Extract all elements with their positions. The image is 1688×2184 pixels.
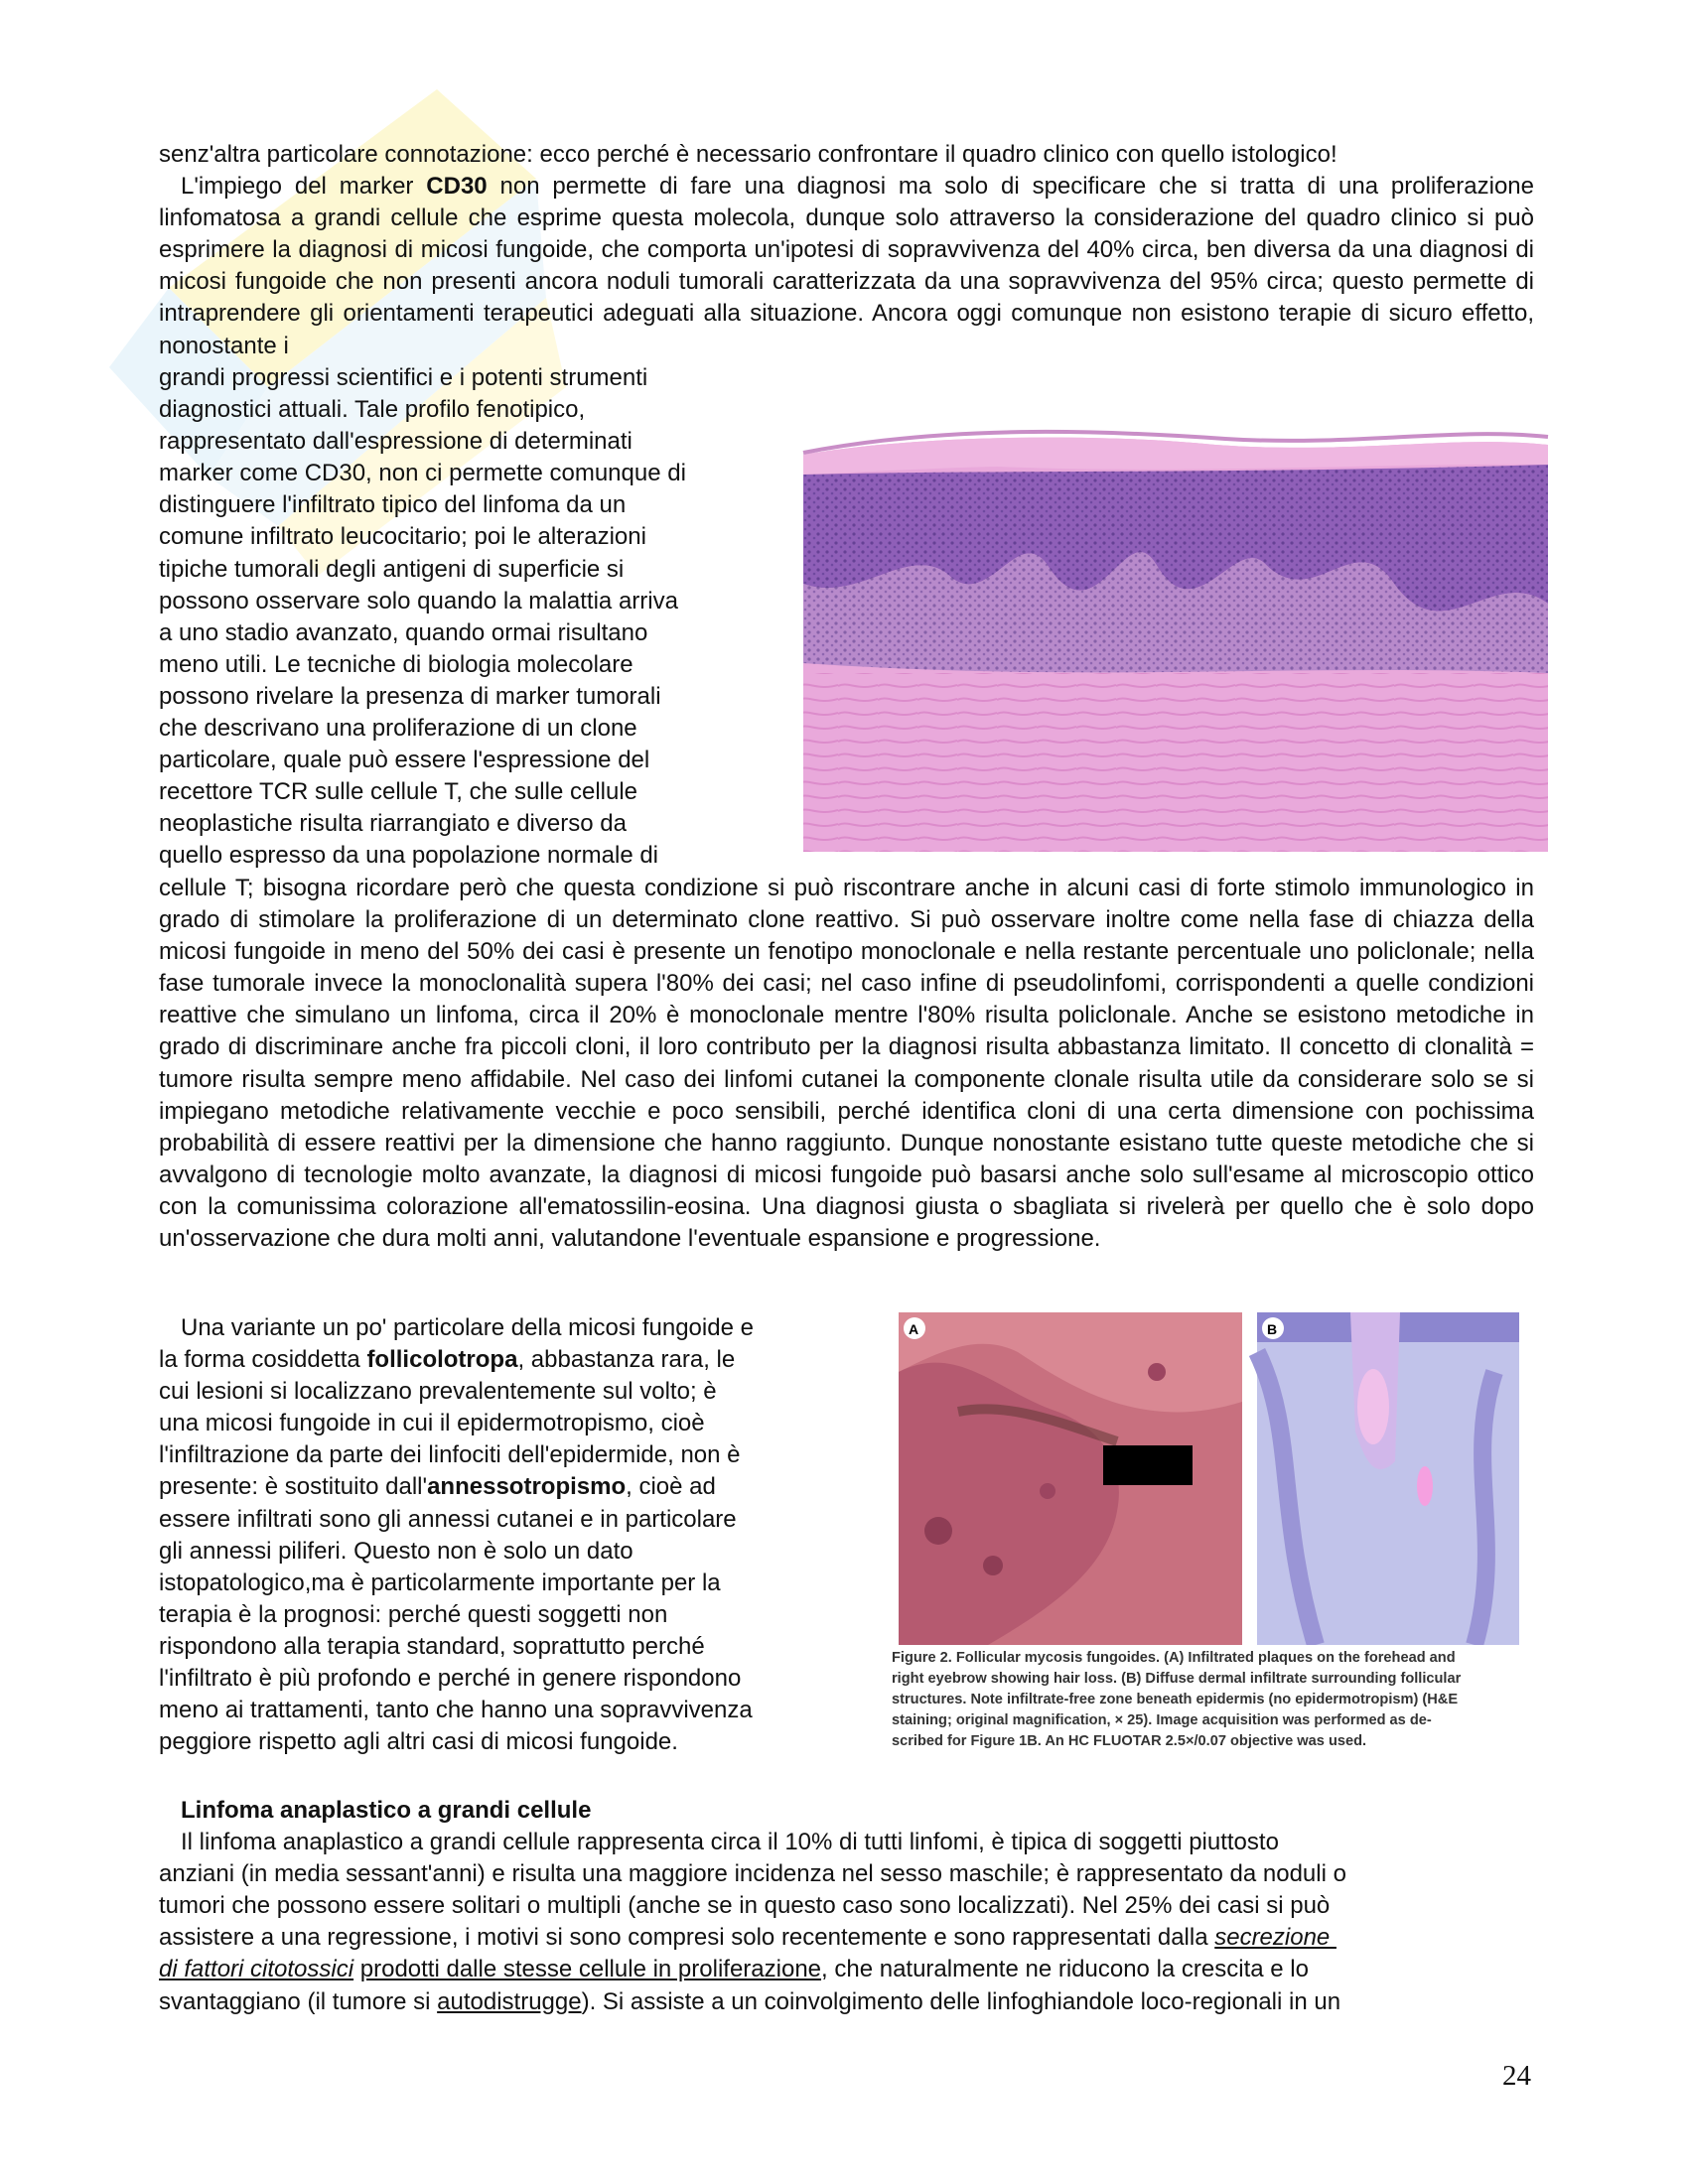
column-line: rappresentato dall'espressione di determinati — [159, 428, 633, 456]
text-run: la forma cosiddetta — [159, 1346, 367, 1374]
text-run: terapia è la prognosi: perché questi soggetti non — [159, 1600, 668, 1628]
text-run: gli annessi piliferi. Questo non è solo un dato — [159, 1537, 633, 1565]
text-line — [159, 1471, 874, 1503]
figure-label-b: B — [1267, 1321, 1278, 1337]
text-line — [159, 1695, 874, 1726]
column-line: meno utili. Le tecniche di biologia molecolare — [159, 650, 633, 678]
text-run: meno ai trattamenti, tanto che hanno una sopravvivenza — [159, 1697, 753, 1724]
underlined-phrase: prodotti dalle stesse cellule in proliferazione — [359, 1956, 822, 1983]
text-line — [159, 1536, 874, 1568]
text-run: , cioè ad — [626, 1473, 716, 1501]
body-text-top — [159, 139, 1534, 362]
figure-label-a: A — [909, 1321, 919, 1337]
text-line — [159, 1599, 874, 1631]
column-line: possono osservare solo quando la malattia arriva — [159, 587, 678, 614]
text-line — [159, 1858, 1534, 1890]
text-run: istopatologico,ma è particolarmente importante per la — [159, 1569, 721, 1596]
text-run: presente: è sostituito dall' — [159, 1473, 428, 1501]
text-line — [159, 1504, 874, 1536]
text-line — [159, 1827, 1534, 1858]
caption-line: staining; original magnification, × 25). Image acquisition was performed as de- — [892, 1712, 1432, 1728]
text-line — [159, 1344, 874, 1376]
text-run: cui lesioni si localizzano prevalentemente sul volto; è — [159, 1378, 717, 1406]
column-line: diagnostici attuali. Tale profilo fenotipico, — [159, 396, 586, 424]
column-line: che descrivano una proliferazione di un clone — [159, 715, 637, 743]
caption-line: scribed for Figure 1B. An HC FLUOTAR 2.5×/0.07 objective was used. — [892, 1733, 1367, 1749]
text-line — [159, 1312, 874, 1344]
underlined-phrase: di fattori citotossici — [159, 1956, 354, 1983]
clinical-histology-figure-2 — [899, 1312, 1519, 1645]
column-line: tipiche tumorali degli antigeni di superficie si — [159, 555, 625, 583]
column-line: recettore TCR sulle cellule T, che sulle cellule — [159, 778, 638, 806]
paragraph-clonality: cellule T; bisogna ricordare però che questa condizione si può riscontrare anche in alcuni casi di forte stimolo immunologico in grado di stimolare la proliferazione di un determinato clone reattivo. Si può osservare inoltre come nella fase di chiazza della micosi fungoide in meno del 50% dei casi è presente un fenotipo monoclonale e nella restante percentuale uno policlonale; nella fase tumorale invece la monoclonalità supera l'80% dei casi; nel caso infine di pseudolinfomi, corrispondenti a quelle condizioni reattive che simulano un linfoma, circa il 20% è monoclonale mentre l'80% risulta policlonale. Anche se esistono metodiche in grado di discriminare anche fra piccoli cloni, il loro contributo per la diagnosi risulta abbastanza limitato. Il concetto di clonalità = tumore risulta sempre meno affidabile. Nel caso dei linfomi cutanei la componente clonale risulta utile da considerare solo se si impiegano metodiche relativamente vecchie e poco sensibili, perché identifica cloni di una certa dimensione con pochissima probabilità di essere reattivi per la dimensione che hanno raggiunto. Dunque nonostante esistano tutte queste metodiche che si avvalgono di tecnologie molto avanzate, la diagnosi di micosi fungoide può basarsi anche solo sull'esame al microscopio ottico con la comunissima colorazione all'ematossilin-eosina. Una diagnosi giusta o sbagliata si rivelerà per quello che è solo dopo un'osservazione che dura molti anni, valutandone l'eventuale espansione e progressione. — [159, 875, 1534, 1253]
section-title: Linfoma anaplastico a grandi cellule — [181, 1797, 592, 1824]
underlined-phrase: secrezione — [1214, 1924, 1336, 1952]
text-run: anziani (in media sessant'anni) e risulta una maggiore incidenza nel sesso maschile; è rappresentato da noduli o — [159, 1860, 1346, 1888]
text-run: essere infiltrati sono gli annessi cutanei e in particolare — [159, 1505, 737, 1533]
text-line — [159, 1568, 874, 1599]
text-run: tumori che possono essere solitari o multipli (anche se in questo caso sono localizzati). Nel 25% dei casi si può — [159, 1892, 1331, 1920]
text-run: Il linfoma anaplastico a grandi cellule rappresenta circa il 10% di tutti linfomi, è tipica di soggetti piuttosto — [181, 1829, 1279, 1856]
key-term: follicolotropa — [366, 1346, 518, 1374]
text-run — [353, 1956, 360, 1982]
body-text-middle — [159, 873, 1534, 1255]
paragraph-follicolotropa — [159, 1312, 874, 1758]
paragraph-anaplastic — [159, 1827, 1534, 2018]
text-line — [159, 1376, 874, 1408]
histology-figure-1 — [798, 415, 1553, 852]
caption-line: Figure 2. Follicular mycosis fungoides. (A) Infiltrated plaques on the forehead and — [892, 1650, 1456, 1666]
text-line — [159, 1954, 1534, 1985]
text-line — [159, 1986, 1534, 2018]
column-line: distinguere l'infiltrato tipico del linfoma da un — [159, 491, 627, 519]
text-run: svantaggiano (il tumore si — [159, 1987, 438, 2015]
text-run: rispondono alla terapia standard, soprattutto perché — [159, 1632, 705, 1660]
body-text-column — [159, 362, 794, 873]
page-number: 24 — [1502, 2060, 1531, 2092]
text-run: peggiore rispetto agli altri casi di micosi fungoide. — [159, 1728, 678, 1756]
paragraph-cd30: L'impiego del marker CD30 non permette di fare una diagnosi ma solo di specificare che si tratta di una proliferazione linfomatosa a grandi cellule che esprime questa molecola, dunque solo attraverso la considerazione del quadro clinico si può esprimere la diagnosi di micosi fungoide, che comporta un'ipotesi di sopravvivenza del 40% circa, ben diversa da una diagnosi di micosi fungoide che non presenti ancora noduli tumorali caratterizzata da una sopravvivenza del 95% circa; questo permette di intraprendere gli orientamenti terapeutici adeguati alla situazione. Ancora oggi comunque non esistono terapie di sicuro effetto, nonostante i — [159, 173, 1534, 359]
column-line: particolare, quale può essere l'espressione del — [159, 747, 650, 774]
paragraph-line: senz'altra particolare connotazione: ecco perché è necessario confrontare il quadro clinico con quello istologico! — [159, 141, 1337, 168]
column-line: a uno stadio avanzato, quando ormai risultano — [159, 618, 648, 646]
cd30-term: CD30 — [426, 173, 488, 201]
section-anaplastic — [159, 1795, 1534, 2018]
text-run: , abbastanza rara, le — [517, 1346, 736, 1374]
column-line: grandi progressi scientifici e i potenti strumenti — [159, 364, 648, 391]
column-line: neoplastiche risulta riarrangiato e diverso da — [159, 810, 627, 838]
text-run: , che naturalmente ne riducono la crescita e lo — [821, 1956, 1309, 1983]
text-line — [159, 1726, 874, 1758]
column-line: quello espresso da una popolazione normale di — [159, 842, 659, 870]
text-line — [159, 1439, 874, 1471]
figure-2-caption — [892, 1648, 1527, 1752]
underlined-phrase: autodistrugge — [437, 1987, 582, 2015]
caption-line: right eyebrow showing hair loss. (B) Diffuse dermal infiltrate surrounding follicular — [892, 1671, 1462, 1687]
text-line — [159, 1663, 874, 1695]
text-run: una micosi fungoide in cui il epidermotropismo, cioè — [159, 1410, 705, 1437]
text-run: assistere a una regressione, i motivi si sono compresi solo recentemente e sono rappresentati dalla — [159, 1924, 1215, 1952]
caption-line: structures. Note infiltrate-free zone beneath epidermis (no epidermotropism) (H&E — [892, 1692, 1459, 1707]
text-run: l'infiltrato è più profondo e perché in genere rispondono — [159, 1665, 742, 1693]
key-term: annessotropismo — [427, 1473, 627, 1501]
column-line: comune infiltrato leucocitario; poi le alterazioni — [159, 523, 646, 551]
text-line — [159, 1922, 1534, 1954]
text-run: l'infiltrazione da parte dei linfociti dell'epidermide, non è — [159, 1441, 741, 1469]
column-line: marker come CD30, non ci permette comunque di — [159, 460, 686, 487]
text-line — [159, 1890, 1534, 1922]
text-run: ). Si assiste a un coinvolgimento delle linfoghiandole loco-regionali in un — [581, 1987, 1341, 2015]
column-line: possono rivelare la presenza di marker tumorali — [159, 682, 661, 710]
text-line — [159, 1631, 874, 1663]
text-run: Una variante un po' particolare della micosi fungoide e — [181, 1314, 754, 1341]
text-line — [159, 1408, 874, 1439]
